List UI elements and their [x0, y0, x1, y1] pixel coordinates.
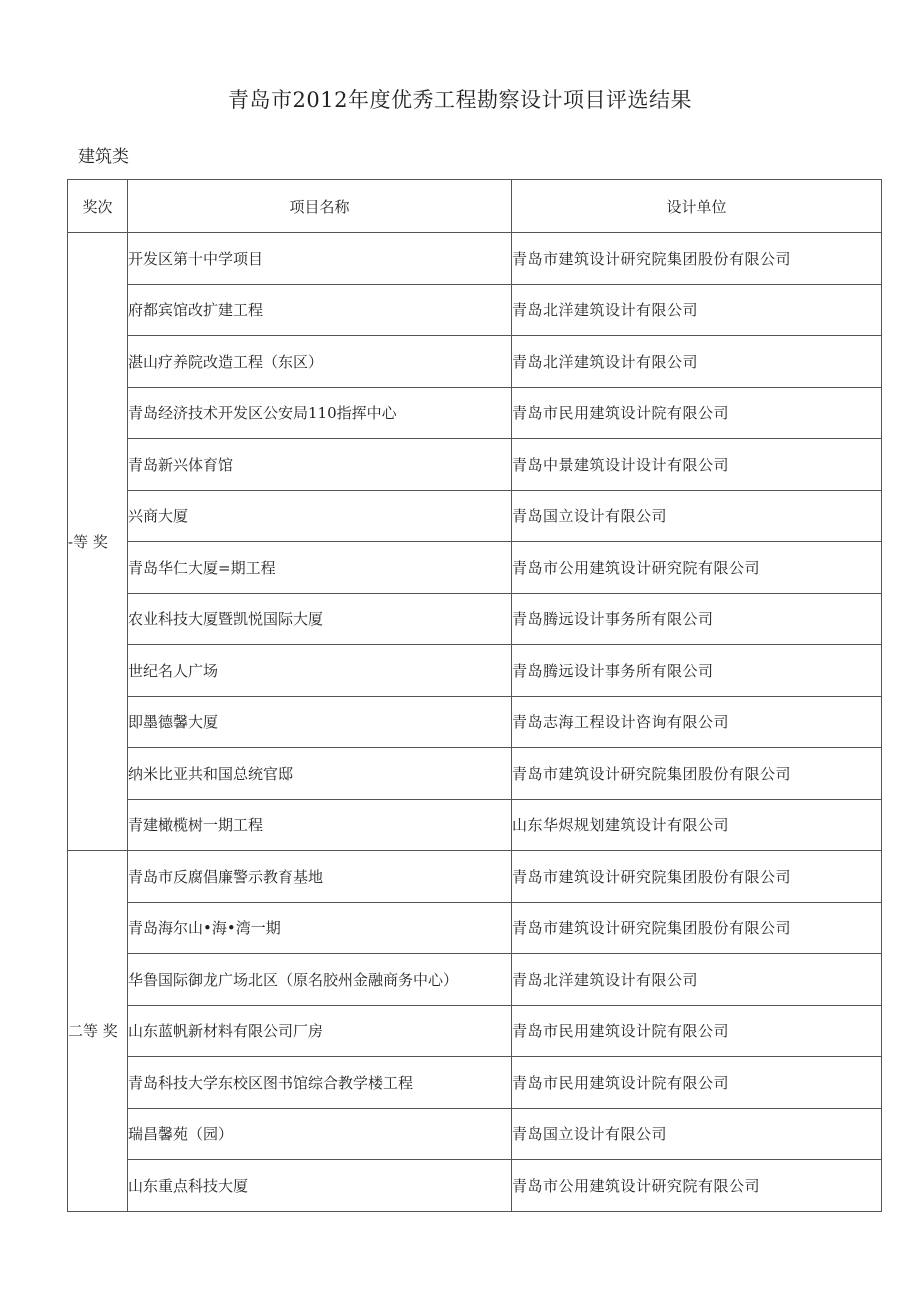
design-unit-cell: 青岛市公用建筑设计研究院有限公司	[512, 542, 882, 594]
project-name-cell: 世纪名人广场	[128, 645, 512, 697]
table-row	[68, 954, 882, 1006]
project-name-cell: 农业科技大厦暨凯悦国际大厦	[128, 593, 512, 645]
section-heading: 建筑类	[78, 147, 129, 167]
table-row	[68, 542, 882, 594]
table-row	[68, 1005, 882, 1057]
project-name-cell: 青岛海尔山•海•湾一期	[128, 902, 512, 954]
project-name-cell: 青岛市反腐倡廉警示教育基地	[128, 851, 512, 903]
project-name-cell: 青岛科技大学东校区图书馆综合教学楼工程	[128, 1057, 512, 1109]
table-row	[68, 645, 882, 697]
table-row	[68, 851, 882, 903]
design-unit-cell: 青岛市民用建筑设计院有限公司	[512, 1057, 882, 1109]
design-unit-cell: 青岛国立设计有限公司	[512, 1108, 882, 1160]
table-body	[68, 233, 882, 1212]
project-name-cell: 青建橄榄树一期工程	[128, 799, 512, 851]
table-row	[68, 902, 882, 954]
design-unit-cell: 青岛北洋建筑设计有限公司	[512, 284, 882, 336]
project-name-cell: 华鲁国际御龙广场北区（原名胶州金融商务中心）	[128, 954, 512, 1006]
table-row	[68, 490, 882, 542]
project-name-cell: 青岛经济技术开发区公安局110指挥中心	[128, 387, 512, 439]
table-row	[68, 1057, 882, 1109]
design-unit-cell: 青岛北洋建筑设计有限公司	[512, 954, 882, 1006]
project-name-cell: 瑞昌馨苑（园）	[128, 1108, 512, 1160]
table-row	[68, 696, 882, 748]
project-name-cell: 开发区第十中学项目	[128, 233, 512, 285]
design-unit-cell: 青岛腾远设计事务所有限公司	[512, 645, 882, 697]
table-row	[68, 748, 882, 800]
table-row	[68, 1160, 882, 1212]
project-name-cell: 湛山疗养院改造工程（东区）	[128, 336, 512, 388]
design-unit-cell: 山东华烬规划建筑设计有限公司	[512, 799, 882, 851]
design-unit-cell: 青岛腾远设计事务所有限公司	[512, 593, 882, 645]
project-name-cell: 纳米比亚共和国总统官邸	[128, 748, 512, 800]
table-row	[68, 336, 882, 388]
design-unit-cell: 青岛市民用建筑设计院有限公司	[512, 1005, 882, 1057]
project-name-cell: 青岛新兴体育馆	[128, 439, 512, 491]
table-row	[68, 593, 882, 645]
table-header-row	[68, 180, 882, 233]
table-row	[68, 439, 882, 491]
award-level-cell: 二等 奖	[68, 851, 128, 1212]
design-unit-cell: 青岛北洋建筑设计有限公司	[512, 336, 882, 388]
project-name-cell: 兴商大厦	[128, 490, 512, 542]
design-unit-cell: 青岛市建筑设计研究院集团股份有限公司	[512, 233, 882, 285]
design-unit-cell: 青岛志海工程设计咨询有限公司	[512, 696, 882, 748]
project-name-cell: 即墨德馨大厦	[128, 696, 512, 748]
table-row	[68, 233, 882, 285]
design-unit-cell: 青岛市建筑设计研究院集团股份有限公司	[512, 902, 882, 954]
design-unit-cell: 青岛国立设计有限公司	[512, 490, 882, 542]
header-award: 奖次	[68, 180, 128, 233]
design-unit-cell: 青岛中景建筑设计设计有限公司	[512, 439, 882, 491]
header-project: 项目名称	[128, 180, 512, 233]
table-row	[68, 799, 882, 851]
project-name-cell: 山东重点科技大厦	[128, 1160, 512, 1212]
table-row	[68, 387, 882, 439]
design-unit-cell: 青岛市民用建筑设计院有限公司	[512, 387, 882, 439]
results-table	[67, 179, 882, 1212]
table-row	[68, 1108, 882, 1160]
project-name-cell: 青岛华仁大厦=期工程	[128, 542, 512, 594]
table-row	[68, 284, 882, 336]
design-unit-cell: 青岛市建筑设计研究院集团股份有限公司	[512, 748, 882, 800]
award-level-cell: -等 奖	[68, 233, 128, 851]
project-name-cell: 府都宾馆改扩建工程	[128, 284, 512, 336]
page-title: 青岛市2012年度优秀工程勘察设计项目评选结果	[228, 88, 692, 112]
design-unit-cell: 青岛市公用建筑设计研究院有限公司	[512, 1160, 882, 1212]
header-unit: 设计单位	[512, 180, 882, 233]
design-unit-cell: 青岛市建筑设计研究院集团股份有限公司	[512, 851, 882, 903]
project-name-cell: 山东蓝帆新材料有限公司厂房	[128, 1005, 512, 1057]
